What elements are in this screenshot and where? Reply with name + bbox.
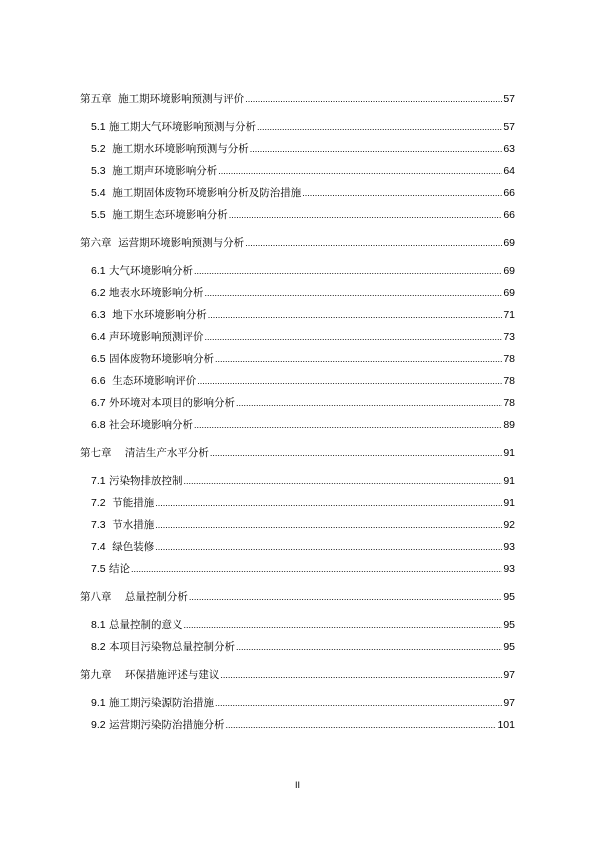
toc-page: 92 <box>503 519 515 531</box>
toc-entry[interactable] <box>91 496 515 510</box>
toc-title: 施工期大气环境影响预测与分析 <box>105 121 256 133</box>
toc-title: 施工期环境影响预测与评价 <box>111 93 245 105</box>
toc-number: 5.2 <box>91 143 106 155</box>
toc-leader <box>210 446 502 460</box>
toc-page: 95 <box>503 619 515 631</box>
toc-leader <box>220 668 502 682</box>
toc-title: 环保措施评述与建议 <box>111 669 220 681</box>
toc-entry[interactable] <box>91 164 515 178</box>
toc-title: 节能措施 <box>105 497 155 509</box>
toc-title: 施工期污染源防治措施 <box>105 697 214 709</box>
toc-number: 7.1 <box>91 475 106 487</box>
toc-entry[interactable] <box>80 446 515 460</box>
toc-entry[interactable] <box>91 396 515 410</box>
toc-page: 69 <box>503 265 515 277</box>
toc-leader <box>302 186 502 200</box>
toc-number: 5.5 <box>91 209 106 221</box>
toc-leader <box>194 418 502 432</box>
toc-number: 6.2 <box>91 287 106 299</box>
toc-title: 声环境影响预测评价 <box>105 331 204 343</box>
toc-page: 91 <box>503 497 515 509</box>
toc-number: 5.1 <box>91 121 106 133</box>
toc-page: 57 <box>503 93 515 105</box>
toc-page: 73 <box>503 331 515 343</box>
toc-leader <box>245 236 502 250</box>
toc-title: 施工期生态环境影响分析 <box>105 209 228 221</box>
toc-title: 固体废物环境影响分析 <box>105 353 214 365</box>
toc-page: 57 <box>503 121 515 133</box>
toc-page: 64 <box>503 165 515 177</box>
toc-page: 93 <box>503 563 515 575</box>
toc-leader <box>155 496 502 510</box>
toc-leader <box>215 352 502 366</box>
toc-title: 地表水环境影响分析 <box>105 287 204 299</box>
toc-leader <box>204 286 502 300</box>
toc-page: 69 <box>503 237 515 249</box>
toc-entry[interactable] <box>91 540 515 554</box>
toc-title: 本项目污染物总量控制分析 <box>105 641 235 653</box>
toc-title: 大气环境影响分析 <box>105 265 193 277</box>
toc-entry[interactable] <box>91 696 515 710</box>
toc-page: 69 <box>503 287 515 299</box>
toc-number: 6.4 <box>91 331 106 343</box>
toc-page: 89 <box>503 419 515 431</box>
toc-entry[interactable] <box>91 352 515 366</box>
toc-number: 6.1 <box>91 265 106 277</box>
toc-leader <box>215 696 502 710</box>
toc-number: 7.2 <box>91 497 106 509</box>
toc-leader <box>236 396 502 410</box>
toc-leader <box>218 164 502 178</box>
toc-entry[interactable] <box>91 120 515 134</box>
toc-entry[interactable] <box>91 418 515 432</box>
toc-number: 6.8 <box>91 419 106 431</box>
toc-page: 95 <box>503 641 515 653</box>
toc-entry[interactable] <box>91 208 515 222</box>
toc-page: 93 <box>503 541 515 553</box>
toc-leader <box>257 120 502 134</box>
toc-leader <box>236 640 502 654</box>
toc-title: 总量控制的意义 <box>105 619 183 631</box>
toc-entry[interactable] <box>91 142 515 156</box>
toc-title: 施工期固体废物环境影响分析及防治措施 <box>105 187 302 199</box>
toc-title: 清洁生产水平分析 <box>111 447 209 459</box>
toc-page: 101 <box>497 719 515 731</box>
toc-title: 生态环境影响评价 <box>105 375 197 387</box>
toc-entry[interactable] <box>91 718 515 732</box>
toc-page: 66 <box>503 209 515 221</box>
toc-page: 78 <box>503 353 515 365</box>
toc-number: 第七章 <box>80 447 112 459</box>
toc-number: 6.6 <box>91 375 106 387</box>
toc-title: 运营期环境影响预测与分析 <box>111 237 245 249</box>
toc-title: 外环境对本项目的影响分析 <box>105 397 235 409</box>
toc-number: 6.3 <box>91 309 106 321</box>
toc-entry[interactable] <box>91 640 515 654</box>
toc-number: 5.3 <box>91 165 106 177</box>
toc-page: 97 <box>503 669 515 681</box>
toc-title: 结论 <box>105 563 130 575</box>
toc-entry[interactable] <box>91 186 515 200</box>
toc-leader <box>155 518 502 532</box>
toc-page: 97 <box>503 697 515 709</box>
toc-title: 施工期水环境影响预测与分析 <box>105 143 249 155</box>
toc-leader <box>208 308 503 322</box>
toc-entry[interactable] <box>80 236 515 250</box>
toc-number: 7.4 <box>91 541 106 553</box>
toc-page: 63 <box>503 143 515 155</box>
toc-page: 91 <box>503 447 515 459</box>
toc-entry[interactable] <box>80 590 515 604</box>
toc-entry[interactable] <box>91 374 515 388</box>
toc-number: 5.4 <box>91 187 106 199</box>
toc-entry[interactable] <box>91 562 515 576</box>
toc-title: 运营期污染防治措施分析 <box>105 719 225 731</box>
toc-entry[interactable] <box>91 474 515 488</box>
toc-title: 节水措施 <box>105 519 155 531</box>
toc-entry[interactable] <box>91 264 515 278</box>
toc-title: 污染物排放控制 <box>105 475 183 487</box>
page-number: II <box>294 780 300 790</box>
toc-leader <box>131 562 502 576</box>
toc-number: 6.5 <box>91 353 106 365</box>
toc-number: 9.1 <box>91 697 106 709</box>
toc-page: 78 <box>503 375 515 387</box>
toc-page: 95 <box>503 591 515 603</box>
toc-number: 6.7 <box>91 397 106 409</box>
toc-number: 7.3 <box>91 519 106 531</box>
toc-title: 施工期声环境影响分析 <box>105 165 218 177</box>
toc-leader <box>229 208 503 222</box>
toc-entry[interactable] <box>80 92 515 106</box>
toc-number: 第九章 <box>80 669 112 681</box>
toc-number: 8.2 <box>91 641 106 653</box>
toc-leader <box>204 330 502 344</box>
toc-leader <box>155 540 502 554</box>
toc-entry[interactable] <box>91 308 515 322</box>
toc-leader <box>245 92 502 106</box>
toc-entry[interactable] <box>91 618 515 632</box>
toc-leader <box>250 142 503 156</box>
toc-title: 地下水环境影响分析 <box>105 309 207 321</box>
toc-leader <box>197 374 502 388</box>
toc-number: 9.2 <box>91 719 106 731</box>
toc-page: 71 <box>503 309 515 321</box>
toc-title: 社会环境影响分析 <box>105 419 193 431</box>
toc-entry[interactable] <box>91 330 515 344</box>
toc-leader <box>189 590 502 604</box>
toc-entry[interactable] <box>91 286 515 300</box>
toc-entry[interactable] <box>80 668 515 682</box>
toc-number: 第六章 <box>80 237 112 249</box>
toc-number: 8.1 <box>91 619 106 631</box>
toc-title: 总量控制分析 <box>111 591 188 603</box>
toc-leader <box>183 618 502 632</box>
toc-number: 第八章 <box>80 591 112 603</box>
toc-page: 78 <box>503 397 515 409</box>
toc-number: 7.5 <box>91 563 106 575</box>
toc-page: 66 <box>503 187 515 199</box>
toc-leader <box>194 264 502 278</box>
toc-leader <box>225 718 496 732</box>
toc-number: 第五章 <box>80 93 112 105</box>
toc-page: 91 <box>503 475 515 487</box>
toc-leader <box>183 474 502 488</box>
toc-entry[interactable] <box>91 518 515 532</box>
toc-title: 绿色装修 <box>105 541 155 553</box>
